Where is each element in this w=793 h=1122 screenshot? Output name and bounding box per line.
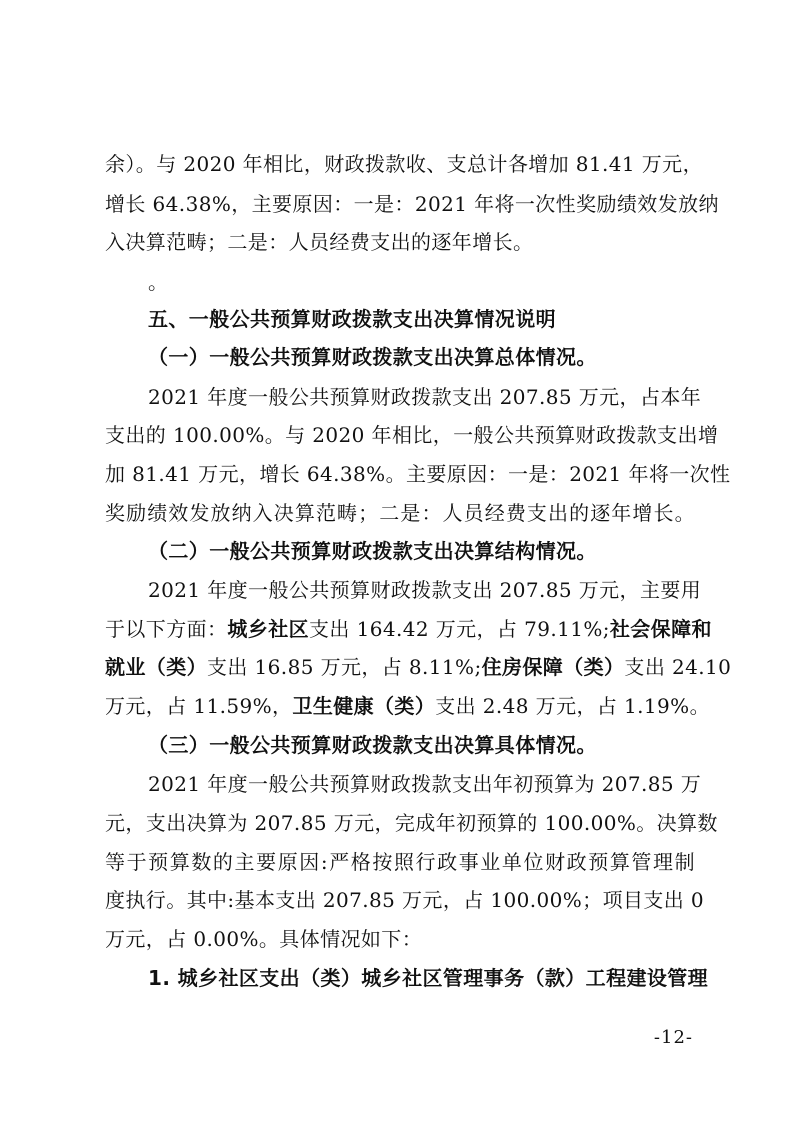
category-name: 城乡社区 xyxy=(227,617,310,641)
text-run: 支出 164.42 万元，占 79.11%; xyxy=(309,617,610,641)
paragraph-line: 度执行。其中:基本支出 207.85 万元，占 100.00%；项目支出 0 xyxy=(105,888,705,912)
paragraph-line xyxy=(105,653,732,681)
paragraph-line xyxy=(105,692,710,720)
paragraph-line: 2021 年度一般公共预算财政拨款支出 207.85 万元，占本年 xyxy=(148,385,702,409)
paragraph-line: 等于预算数的主要原因:严格按照行政事业单位财政预算管理制 xyxy=(105,850,695,874)
text-run: 支出 24.10 xyxy=(624,655,732,679)
subsection-heading-1: （一）一般公共预算财政拨款支出决算总体情况。 xyxy=(148,345,597,369)
paragraph-line: 2021 年度一般公共预算财政拨款支出年初预算为 207.85 万 xyxy=(148,772,702,796)
category-name: 就业（类） xyxy=(105,655,207,679)
item-heading: 1. 城乡社区支出（类）城乡社区管理事务（款）工程建设管理 xyxy=(148,966,709,990)
page-number: -12- xyxy=(653,1027,693,1048)
text-run: 于以下方面： xyxy=(105,617,228,641)
paragraph-line: 万元，占 0.00%。具体情况如下： xyxy=(105,927,423,951)
section-heading: 五、一般公共预算财政拨款支出决算情况说明 xyxy=(148,307,556,331)
paragraph-line: 入决算范畴；二是：人员经费支出的逐年增长。 xyxy=(105,230,534,254)
paragraph-line: 加 81.41 万元，增长 64.38%。主要原因：一是：2021 年将一次性 xyxy=(105,462,731,486)
paragraph-line: 增长 64.38%，主要原因：一是：2021 年将一次性奖励绩效发放纳 xyxy=(105,192,719,216)
paragraph-line: 2021 年度一般公共预算财政拨款支出 207.85 万元，主要用 xyxy=(148,578,702,602)
category-name: 社会保障和 xyxy=(609,617,712,641)
paragraph-line: 支出的 100.00%。与 2020 年相比，一般公共预算财政拨款支出增 xyxy=(105,423,719,447)
paragraph-line: 余）。与 2020 年相比，财政拨款收、支总计各增加 81.41 万元， xyxy=(105,152,703,176)
subsection-heading-2: （二）一般公共预算财政拨款支出决算结构情况。 xyxy=(148,539,597,563)
subsection-heading-3: （三）一般公共预算财政拨款支出决算具体情况。 xyxy=(148,733,597,757)
paragraph-line: 奖励绩效发放纳入决算范畴；二是：人员经费支出的逐年增长。 xyxy=(105,501,695,525)
paragraph-line: 元，支出决算为 207.85 万元，完成年初预算的 100.00%。决算数 xyxy=(105,811,718,835)
text-run: 支出 16.85 万元，占 8.11%; xyxy=(207,655,482,679)
text-run: 支出 2.48 万元，占 1.19%。 xyxy=(435,694,710,718)
text-run: 万元，占 11.59%， xyxy=(105,694,293,718)
stray-punctuation: 。 xyxy=(148,270,169,294)
category-name: 卫生健康（类） xyxy=(292,694,436,718)
category-name: 住房保障（类） xyxy=(481,655,625,679)
paragraph-line xyxy=(105,615,712,643)
